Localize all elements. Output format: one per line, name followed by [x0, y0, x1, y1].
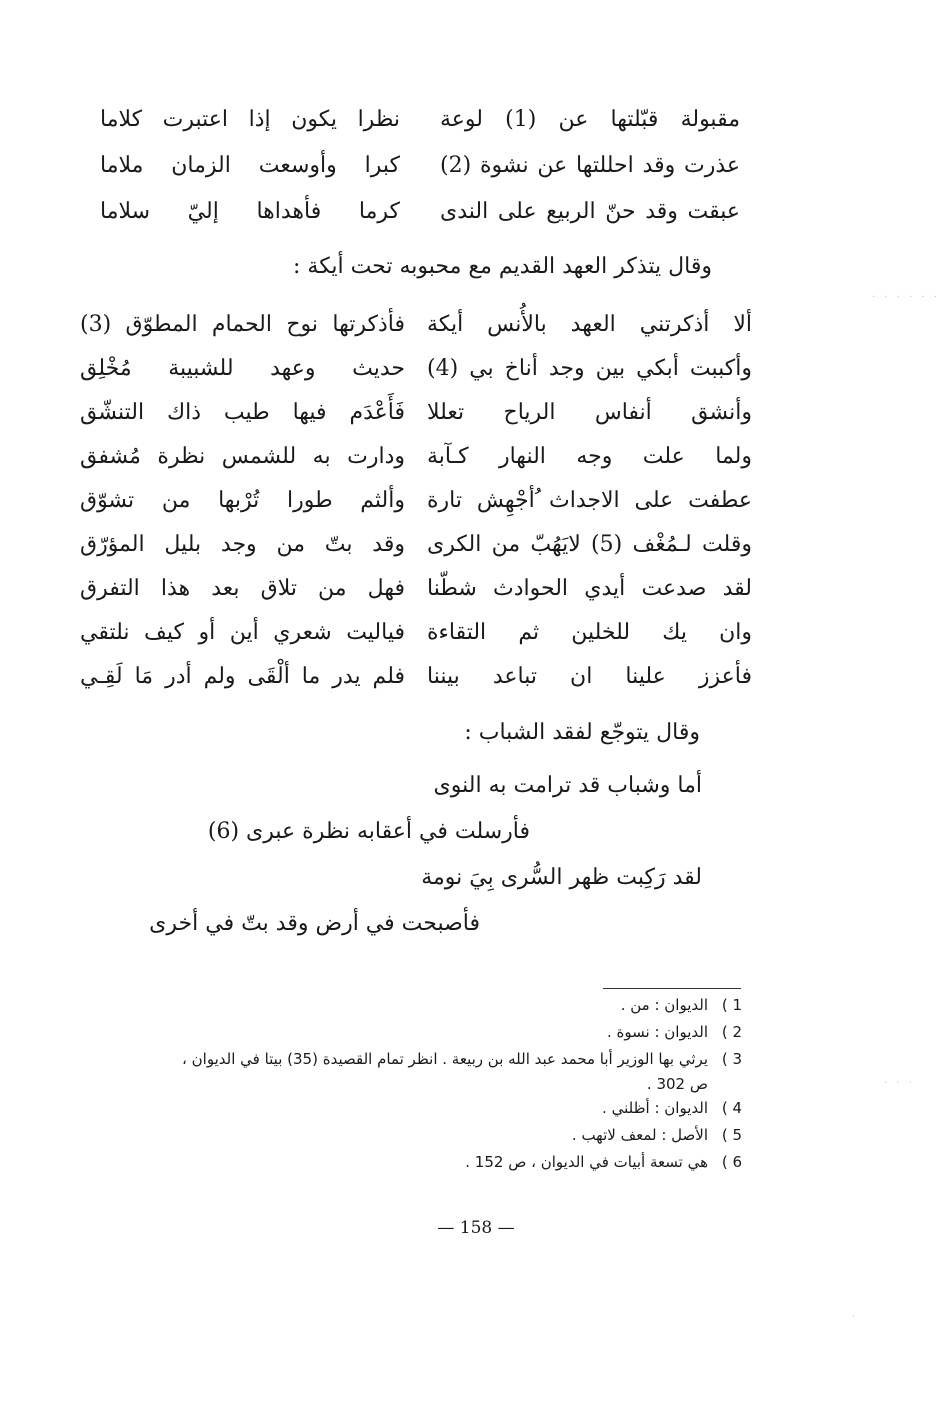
verse-first-hemistich: مقبولة قبّلتها عن (1) لوعة [440, 107, 740, 132]
verse-second-hemistich: ودارت به للشمس نظرة مُشفق [80, 444, 405, 469]
verse-second-hemistich: حديث وعهد للشبيبة مُخْلِق [80, 356, 405, 381]
verse-first-hemistich: عبقت وقد حنّ الربيع على الندى [440, 199, 740, 224]
footnote-number: 4 ) [721, 1099, 742, 1117]
footnote-number: 1 ) [721, 996, 742, 1014]
footnote-number: 2 ) [721, 1023, 742, 1041]
poem-line: أما وشباب قد ترامت به النوى [433, 773, 702, 798]
footnote [62, 1122, 742, 1149]
verse [80, 610, 752, 656]
scan-speck: · · · · · · [872, 292, 940, 303]
footnote-text: هي تسعة أبيات في الديوان ، ص 152 . [465, 1153, 708, 1171]
footnote-text: الديوان : نسوة . [606, 1023, 708, 1041]
verse-second-hemistich: فهل من تلاق بعد هذا التفرق [80, 576, 405, 601]
footnote-continuation: ص 302 . [646, 1075, 708, 1093]
scan-speck: · · · [884, 1078, 915, 1089]
footnote [62, 992, 742, 1019]
verse-first-hemistich: فأعزز علينا ان تباعد بيننا [427, 664, 752, 689]
footnote-number: 3 ) [721, 1050, 742, 1068]
footnotes [62, 992, 742, 1176]
verse-second-hemistich: فأذكرتها نوح الحمام المطوّق (3) [80, 312, 405, 337]
verse [100, 143, 740, 189]
verse-first-hemistich: لقد صدعت أيدي الحوادث شطّنا [427, 576, 752, 601]
verse-first-hemistich: ألا أذكرتني العهد بالأُنس أيكة [427, 312, 752, 337]
footnote-text: الديوان : من . [620, 996, 708, 1014]
verse [80, 522, 752, 568]
footnote-text: الأصل : لمعف لاتهب . [571, 1126, 708, 1144]
verse [80, 390, 752, 436]
scan-speck: · [852, 1312, 859, 1323]
verse-second-hemistich: فياليت شعري أين أو كيف نلتقي [80, 620, 405, 645]
page-number: — 158 — [437, 1218, 515, 1238]
verse-second-hemistich: نظرا يكون إذا اعتبرت كلاما [100, 107, 400, 132]
verse-second-hemistich: كرما فأهداها إليّ سلاما [100, 199, 400, 224]
footnote [62, 1019, 742, 1046]
verse-first-hemistich: عذرت وقد احللتها عن نشوة (2) [440, 153, 740, 178]
verse-first-hemistich: ولما علت وجه النهار كـآبة [427, 444, 752, 469]
verse [80, 302, 752, 348]
verse-first-hemistich: وأنشق أنفاس الرياح تعللا [427, 400, 752, 425]
verse [80, 566, 752, 612]
footnote-separator [603, 988, 741, 989]
footnote-number: 6 ) [721, 1153, 742, 1171]
footnote [62, 1095, 742, 1122]
verse [80, 434, 752, 480]
verse-second-hemistich: فَأَعْدَم فيها طيب ذاك التنشّق [80, 400, 405, 425]
footnote [62, 1046, 742, 1095]
footnote-text: الديوان : أظلني . [602, 1099, 708, 1117]
verse [100, 97, 740, 143]
verse-first-hemistich: وان يك للخلين ثم التقاءة [427, 620, 752, 645]
verse [80, 478, 752, 524]
verse-second-hemistich: وقد بتّ من وجد بليل المؤرّق [80, 532, 405, 557]
footnote-number: 5 ) [721, 1126, 742, 1144]
poem-line: فأصبحت في أرض وقد بتّ في أخرى [149, 911, 480, 936]
verse [100, 189, 740, 235]
verse-first-hemistich: عطفت على الاجداث ُأجْهِش تارة [427, 488, 752, 513]
section-intro: وقال يتذكر العهد القديم مع محبوبه تحت أيكة : [293, 254, 712, 279]
poem-line: فأرسلت في أعقابه نظرة عبرى (6) [207, 819, 530, 844]
section-intro: وقال يتوجّع لفقد الشباب : [464, 720, 700, 745]
footnote [62, 1149, 742, 1176]
verse-second-hemistich: وألثم طورا تُرْبها من تشوّق [80, 488, 405, 513]
verse-second-hemistich: كبرا وأوسعت الزمان ملاما [100, 153, 400, 178]
verse [80, 346, 752, 392]
verse [80, 654, 752, 700]
footnote-text: يرثي بها الوزير أبا محمد عبد الله بن ربيعة . انظر تمام القصيدة (35) بيتا في الديوان ، [182, 1050, 708, 1068]
verse-first-hemistich: وقلت لـمُغْف (5) لايَهُبّ من الكرى [427, 532, 752, 557]
verse-second-hemistich: فلم يدر ما ألْقَى ولم أدر مَا لَقِـي [80, 664, 405, 689]
verse-first-hemistich: وأكببت أبكي بين وجد أناخ بي (4) [427, 356, 752, 381]
poem-line: لقد رَكِبت ظهر السُّرى بِيَ نومة [421, 865, 702, 890]
